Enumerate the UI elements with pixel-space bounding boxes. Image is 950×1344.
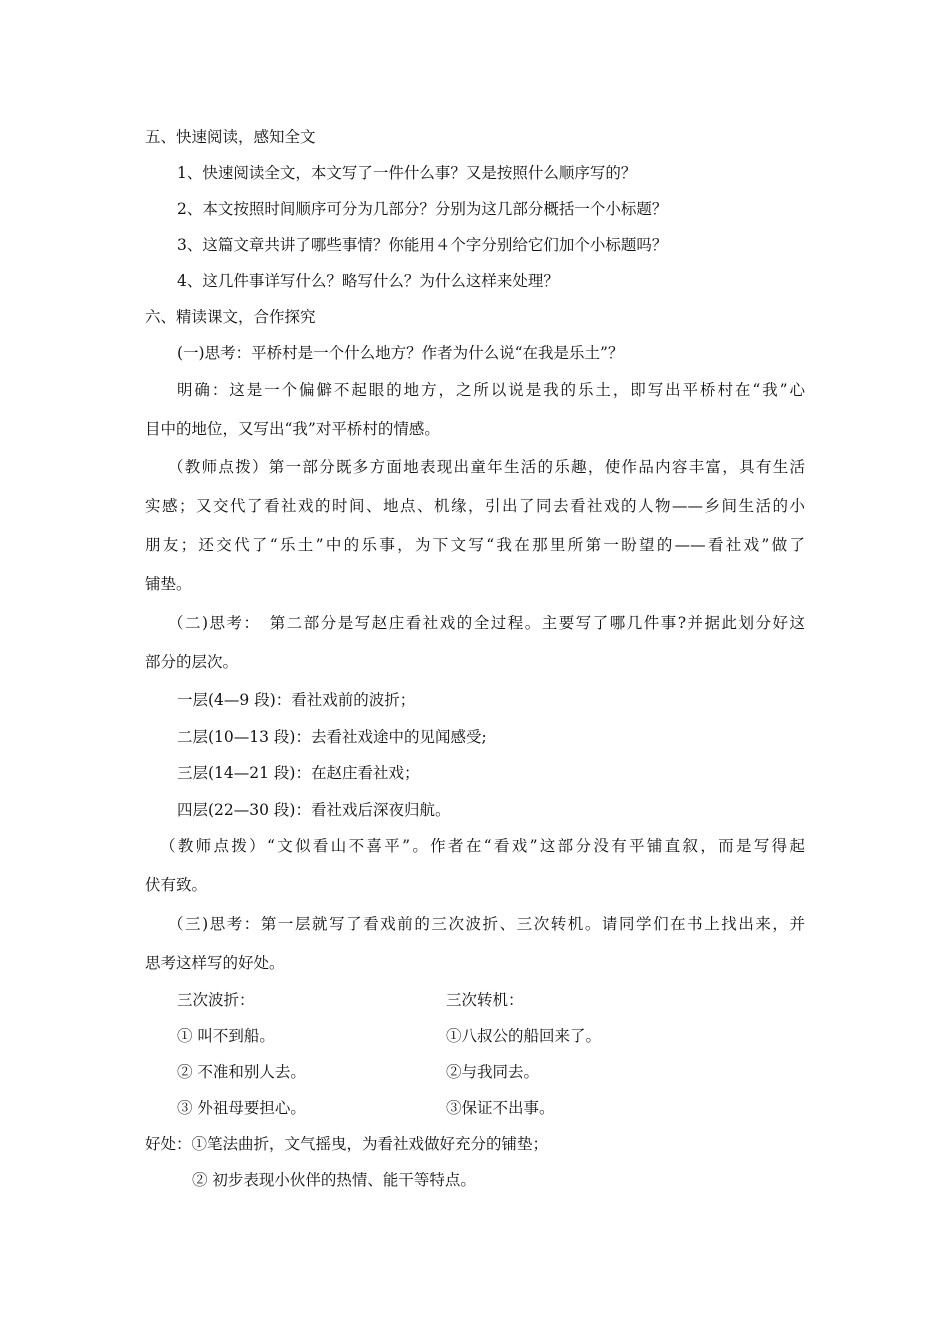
- layer-3: 三层(14—21 段)：在赵庄看社戏；: [177, 764, 420, 782]
- benefit-line-1: 好处：①笔法曲折，文气摇曳，为看社戏做好充分的铺垫；: [145, 1135, 549, 1153]
- think-1: (一)思考：平桥村是一个什么地方？作者为什么说“在我是乐土”？: [177, 344, 624, 362]
- question-4: 4、这几件事详写什么？略写什么？为什么这样来处理？: [177, 272, 559, 290]
- think-2-line-1: （二)思考： 第二部分是写赵庄看社戏的全过程。主要写了哪几件事?并据此划分好这: [168, 614, 805, 632]
- think-2-line-2: 部分的层次。: [145, 653, 239, 671]
- think-3-line-1: （三)思考：第一层就写了看戏前的三次波折、三次转机。请同学们在书上找出来，并: [168, 915, 805, 933]
- teacher-tip-2-line-1: （教师点拨）“文似看山不喜平”。作者在“看戏”这部分没有平铺直叙，而是写得起: [160, 837, 805, 855]
- answer-1-line-1: 明确：这是一个偏僻不起眼的地方，之所以说是我的乐土，即写出平桥村在“我”心: [177, 381, 805, 399]
- teacher-tip-1-line-4: 铺垫。: [145, 575, 192, 593]
- layer-2: 二层(10—13 段)：去看社戏途中的见闻感受;: [177, 728, 487, 746]
- twist-item: ① 叫不到船。: [177, 1027, 275, 1045]
- layer-4: 四层(22—30 段)：看社戏后深夜归航。: [177, 801, 451, 819]
- question-3: 3、这篇文章共讲了哪些事情？你能用４个字分别给它们加个小标题吗？: [177, 236, 668, 254]
- think-3-line-2: 思考这样写的好处。: [145, 954, 285, 972]
- teacher-tip-2-line-2: 伏有致。: [145, 876, 208, 894]
- section-6-heading: 六、精读课文，合作探究: [145, 308, 316, 326]
- question-1: 1、快速阅读全文，本文写了一件什么事？又是按照什么顺序写的？: [177, 164, 637, 182]
- teacher-tip-1-line-2: 实感；又交代了看社戏的时间、地点、机缘，引出了同去看社戏的人物——乡间生活的小: [145, 497, 805, 515]
- answer-1-line-2: 目中的地位，又写出“我”对平桥村的情感。: [145, 420, 440, 438]
- benefit-line-2: ② 初步表现小伙伴的热情、能干等特点。: [192, 1171, 476, 1189]
- twist-item: ② 不准和别人去。: [177, 1063, 306, 1081]
- teacher-tip-1-line-1: （教师点拨）第一部分既多方面地表现出童年生活的乐趣，使作品内容丰富，具有生活: [168, 458, 805, 476]
- teacher-tip-1-line-3: 朋友；还交代了“乐土”中的乐事，为下文写“我在那里所第一盼望的——看社戏”做了: [145, 536, 805, 554]
- turn-item: ③保证不出事。: [446, 1099, 555, 1117]
- turns-header: 三次转机：: [446, 991, 524, 1009]
- layer-1: 一层(4—9 段)：看社戏前的波折；: [177, 691, 416, 709]
- turn-item: ②与我同去。: [446, 1063, 540, 1081]
- section-5-heading: 五、快速阅读，感知全文: [145, 128, 316, 146]
- turn-item: ①八叔公的船回来了。: [446, 1027, 602, 1045]
- twist-item: ③ 外祖母要担心。: [177, 1099, 306, 1117]
- twists-header: 三次波折：: [177, 991, 255, 1009]
- question-2: 2、本文按照时间顺序可分为几部分？分别为这几部分概括一个小标题？: [177, 200, 668, 218]
